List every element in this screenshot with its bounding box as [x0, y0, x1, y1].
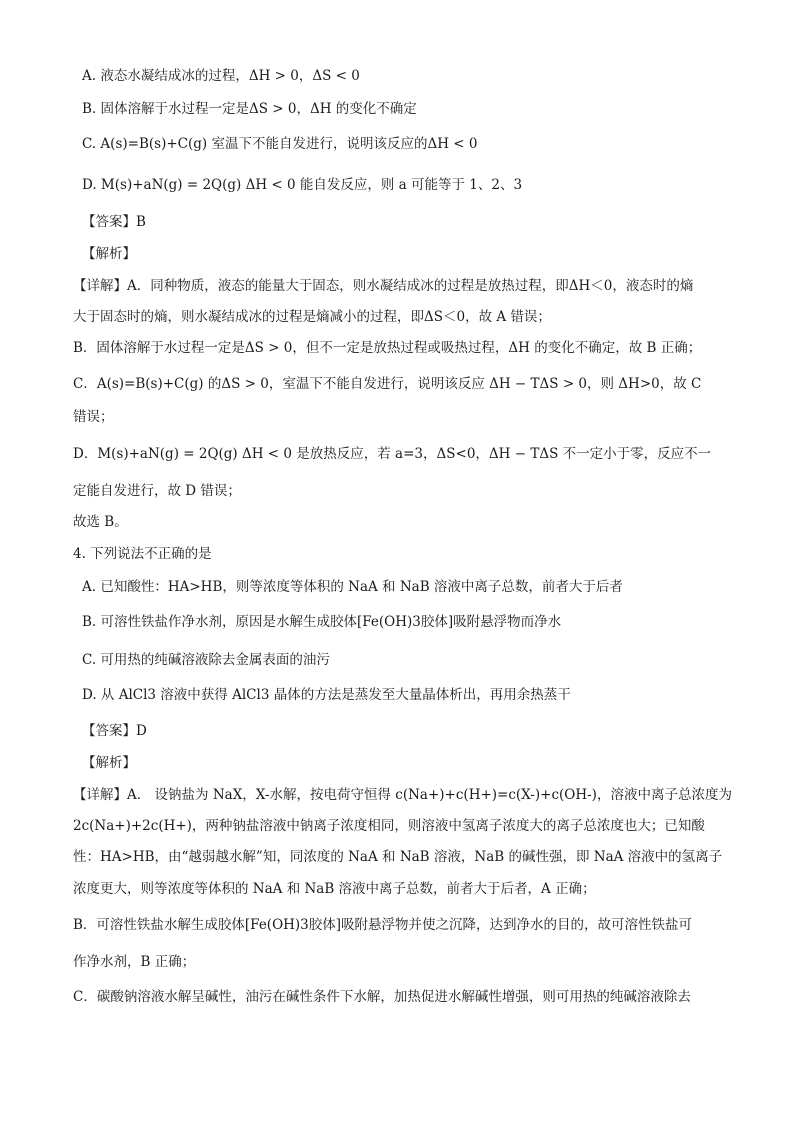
q3-detail-line-5: 错误； — [73, 409, 114, 425]
q3-option-a: A. 液态水凝结成冰的过程，ΔH > 0，ΔS < 0 — [82, 68, 360, 84]
q3-option-d: D. M(s)+aN(g) = 2Q(g) ΔH < 0 能自发反应，则 a 可能等于 1、2、3 — [82, 177, 523, 193]
q3-detail-line-2: 大于固态时的熵，则水凝结成冰的过程是熵减小的过程，即ΔS＜0，故 A 错误； — [73, 309, 551, 325]
q4-option-a: A. 已知酸性：HA>HB，则等浓度等体积的 NaA 和 NaB 溶液中离子总数，前者大于后者 — [82, 579, 623, 595]
q4-stem: 4. 下列说法不正确的是 — [73, 546, 212, 562]
q4-detail-line-3: 性：HA>HB，由“越弱越水解”知，同浓度的 NaA 和 NaB 溶液，NaB 的碱性强，即 NaA 溶液中的氢离子 — [73, 849, 723, 865]
q3-option-b: B. 固体溶解于水过程一定是ΔS > 0，ΔH 的变化不确定 — [82, 101, 417, 117]
q3-detail-line-4: C．A(s)=B(s)+C(g) 的ΔS > 0，室温下不能自发进行，说明该反应 ΔH − TΔS > 0，则 ΔH>0，故 C — [73, 376, 702, 392]
q3-answer: 【答案】B — [82, 214, 146, 230]
q4-answer: 【答案】D — [82, 723, 147, 739]
q3-detail-line-6: D．M(s)+aN(g) = 2Q(g) ΔH < 0 是放热反应，若 a=3，ΔS<0，ΔH − TΔS 不一定小于零，反应不一 — [73, 446, 712, 462]
q4-detail-line-2: 2c(Na+)+2c(H+)，两种钠盐溶液中钠离子浓度相同，则溶液中氢离子浓度大的离子总浓度也大；已知酸 — [73, 818, 705, 834]
q3-detail-line-1: 【详解】A．同种物质，液态的能量大于固态，则水凝结成冰的过程是放热过程，即ΔH＜0，液态时的熵 — [73, 278, 694, 294]
q3-option-c: C. A(s)=B(s)+C(g) 室温下不能自发进行，说明该反应的ΔH < 0 — [82, 136, 478, 152]
q3-conclusion: 故选 B。 — [73, 514, 128, 530]
q3-analysis-label: 【解析】 — [82, 246, 136, 262]
q4-analysis-label: 【解析】 — [82, 755, 136, 771]
q4-option-c: C. 可用热的纯碱溶液除去金属表面的油污 — [82, 652, 330, 668]
q4-detail-line-7: C．碳酸钠溶液水解呈碱性，油污在碱性条件下水解，加热促进水解碱性增强，则可用热的纯碱溶液除去 — [73, 989, 691, 1005]
q4-detail-line-6: 作净水剂，B 正确； — [73, 954, 196, 970]
q4-option-d: D. 从 AlCl3 溶液中获得 AlCl3 晶体的方法是蒸发至大量晶体析出，再用余热蒸干 — [82, 687, 571, 703]
q3-detail-line-7: 定能自发进行，故 D 错误； — [73, 483, 241, 499]
q3-detail-line-3: B．固体溶解于水过程一定是ΔS > 0，但不一定是放热过程或吸热过程，ΔH 的变化不确定，故 B 正确； — [73, 340, 702, 356]
q4-detail-line-1: 【详解】A． 设钠盐为 NaX，X-水解，按电荷守恒得 c(Na+)+c(H+)=c(X-)+c(OH-)，溶液中离子总浓度为 — [73, 787, 732, 803]
q4-detail-line-5: B．可溶性铁盐水解生成胶体[Fe(OH)3胶体]吸附悬浮物并使之沉降，达到净水的目的，故可溶性铁盐可 — [73, 917, 693, 933]
q4-option-b: B. 可溶性铁盐作净水剂，原因是水解生成胶体[Fe(OH)3胶体]吸附悬浮物而净水 — [82, 614, 562, 630]
q4-detail-line-4: 浓度更大，则等浓度等体积的 NaA 和 NaB 溶液中离子总数，前者大于后者，A 正确； — [73, 881, 596, 897]
